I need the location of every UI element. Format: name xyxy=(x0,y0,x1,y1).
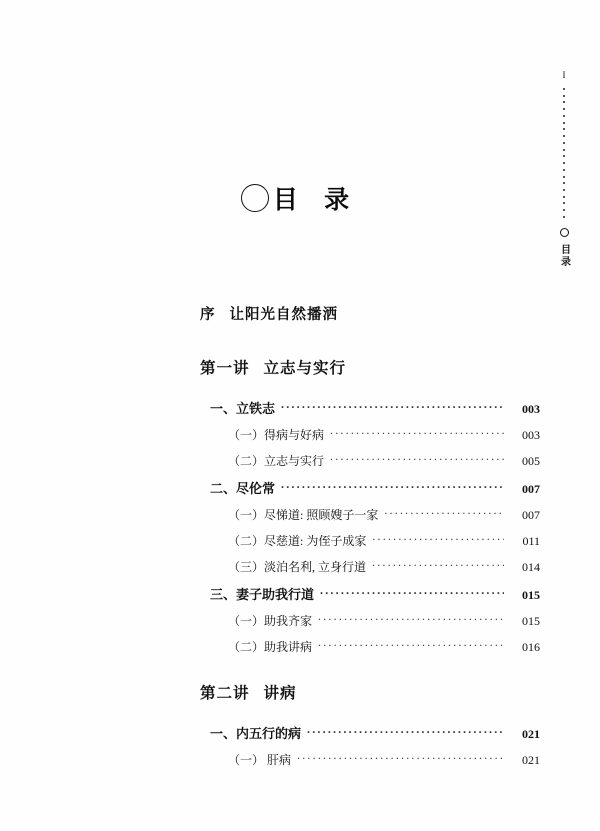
toc-entry-page: 015 xyxy=(522,588,540,602)
toc-entry-label: 一、内五行的病 xyxy=(210,726,302,741)
dot-leader xyxy=(330,427,504,439)
toc-entry[interactable] xyxy=(228,426,540,443)
toc-entry-label: （一） 肝病 xyxy=(228,753,292,767)
toc-entry-label: （二）尽慈道: 为侄子成家 xyxy=(228,534,367,548)
toc-entry-label: （一）助我齐家 xyxy=(228,614,313,628)
toc-entry-label: （二）助我讲病 xyxy=(228,640,313,654)
dot-leader xyxy=(320,586,504,599)
toc-entry-page: 003 xyxy=(522,428,540,442)
dot-leader xyxy=(307,725,504,738)
page-title xyxy=(0,180,600,216)
chapter-label: 第二讲 xyxy=(200,685,250,702)
toc-entry-page: 021 xyxy=(522,753,540,767)
toc-entry-page: 011 xyxy=(522,534,540,548)
preface-label: 序 xyxy=(200,307,216,323)
toc-body xyxy=(200,295,540,777)
chapter-label: 第一讲 xyxy=(200,360,250,377)
toc-entry-label: 一、立铁志 xyxy=(210,401,276,416)
toc-entry[interactable] xyxy=(228,506,540,523)
dot-leader xyxy=(297,752,504,764)
preface-title: 让阳光自然播洒 xyxy=(229,307,338,323)
toc-entry[interactable] xyxy=(210,723,540,742)
toc-entry[interactable] xyxy=(210,584,540,603)
chapter-title: 讲病 xyxy=(263,685,297,702)
toc-entry-label: （三）淡泊名利, 立身行道 xyxy=(228,560,367,574)
toc-entry-page: 007 xyxy=(522,482,540,496)
toc-entry[interactable] xyxy=(228,612,540,629)
dot-leader xyxy=(281,400,504,413)
dot-leader xyxy=(372,559,504,571)
page-title-text: 目 录 xyxy=(272,187,360,214)
dot-leader xyxy=(330,453,504,465)
toc-preface-entry[interactable] xyxy=(200,303,540,324)
toc-entry-page: 005 xyxy=(522,454,540,468)
toc-chapter-heading[interactable] xyxy=(200,681,540,703)
toc-entry[interactable] xyxy=(210,398,540,417)
toc-entry-page: 021 xyxy=(522,727,540,741)
chapter-title: 立志与实行 xyxy=(263,360,347,377)
rail-vertical-label: 目录 xyxy=(558,244,570,268)
toc-chapter-heading[interactable] xyxy=(200,356,540,378)
dot-leader xyxy=(384,507,504,519)
toc-entry[interactable] xyxy=(210,478,540,497)
dot-leader xyxy=(372,533,504,545)
toc-entry-page: 014 xyxy=(522,560,540,574)
toc-entry-page: 007 xyxy=(522,508,540,522)
toc-entry[interactable] xyxy=(228,751,540,768)
dot-leader xyxy=(281,480,504,493)
toc-entry-page: 015 xyxy=(522,614,540,628)
toc-entry[interactable] xyxy=(228,452,540,469)
toc-entry-label: 二、尽伦常 xyxy=(210,481,276,496)
toc-entry-page: 003 xyxy=(522,402,540,416)
dot-leader xyxy=(318,639,504,651)
toc-entry[interactable] xyxy=(228,558,540,575)
page-marker: I xyxy=(562,70,566,80)
toc-entry-label: （一）得病与好病 xyxy=(228,428,325,442)
toc-entry[interactable] xyxy=(228,638,540,655)
dot-leader xyxy=(318,613,504,625)
toc-entry-page: 016 xyxy=(522,640,540,654)
toc-entry[interactable] xyxy=(228,532,540,549)
circle-icon xyxy=(560,228,569,237)
toc-entry-label: （二）立志与实行 xyxy=(228,454,325,468)
toc-entry-label: （一）尽悌道: 照顾嫂子一家 xyxy=(228,508,379,522)
toc-entry-label: 三、妻子助我行道 xyxy=(210,587,315,602)
